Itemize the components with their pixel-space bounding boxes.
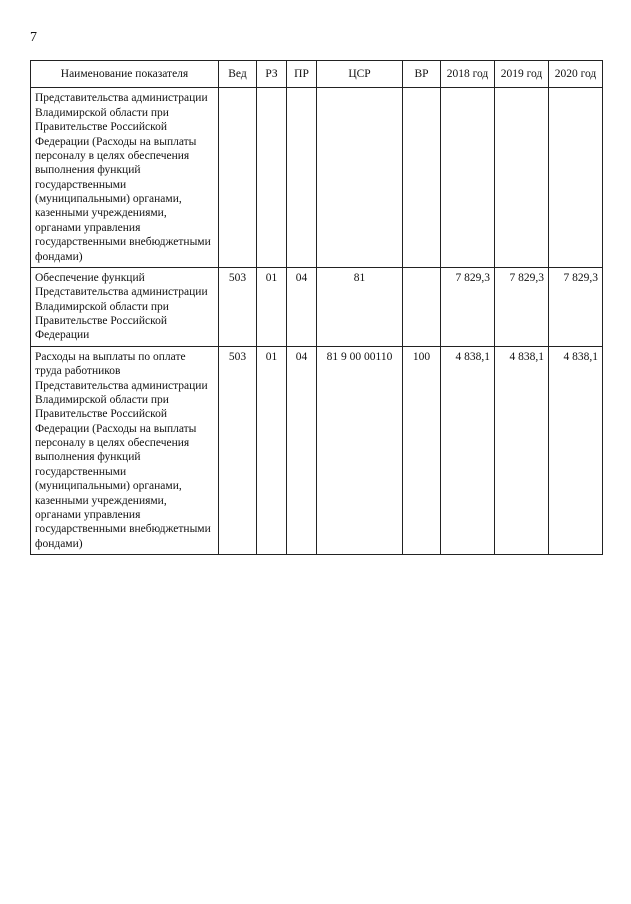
header-rz: РЗ <box>257 61 287 88</box>
header-2020: 2020 год <box>549 61 603 88</box>
cell-2020: 4 838,1 <box>549 346 603 554</box>
cell-pr <box>287 88 317 268</box>
cell-2019 <box>495 88 549 268</box>
budget-table <box>30 60 603 555</box>
cell-name: Обеспечение функций Представительства администрации Владимирской области при Правительстве Российской Федерации <box>31 267 219 346</box>
header-2018: 2018 год <box>441 61 495 88</box>
cell-vr: 100 <box>403 346 441 554</box>
cell-csr <box>317 88 403 268</box>
cell-2019: 7 829,3 <box>495 267 549 346</box>
cell-ved: 503 <box>219 267 257 346</box>
page-number: 7 <box>30 30 37 45</box>
table-row <box>31 88 603 268</box>
budget-table-container <box>30 60 601 555</box>
cell-rz: 01 <box>257 267 287 346</box>
cell-2018: 4 838,1 <box>441 346 495 554</box>
header-vr: ВР <box>403 61 441 88</box>
cell-ved: 503 <box>219 346 257 554</box>
header-ved: Вед <box>219 61 257 88</box>
table-row <box>31 267 603 346</box>
cell-2018 <box>441 88 495 268</box>
cell-2020: 7 829,3 <box>549 267 603 346</box>
header-pr: ПР <box>287 61 317 88</box>
cell-vr <box>403 88 441 268</box>
cell-csr: 81 <box>317 267 403 346</box>
cell-csr: 81 9 00 00110 <box>317 346 403 554</box>
cell-pr: 04 <box>287 267 317 346</box>
cell-vr <box>403 267 441 346</box>
cell-rz <box>257 88 287 268</box>
cell-name: Расходы на выплаты по оплате труда работников Представительства администрации Владимирской области при Правительстве Российской Федерации (Расходы на выплаты персоналу в целях обеспечения выполнения функций государственными (муниципальными) органами, казенными учреждениями, органами управления государственными внебюджетными фондами) <box>31 346 219 554</box>
cell-name: Представительства администрации Владимирской области при Правительстве Российской Федерации (Расходы на выплаты персоналу в целях обеспечения выполнения функций государственными (муниципальными) органами, казенными учреждениями, органами управления государственными внебюджетными фондами) <box>31 88 219 268</box>
cell-rz: 01 <box>257 346 287 554</box>
header-name: Наименование показателя <box>31 61 219 88</box>
cell-pr: 04 <box>287 346 317 554</box>
header-csr: ЦСР <box>317 61 403 88</box>
cell-2019: 4 838,1 <box>495 346 549 554</box>
table-header-row <box>31 61 603 88</box>
cell-2020 <box>549 88 603 268</box>
table-row <box>31 346 603 554</box>
header-2019: 2019 год <box>495 61 549 88</box>
cell-2018: 7 829,3 <box>441 267 495 346</box>
cell-ved <box>219 88 257 268</box>
